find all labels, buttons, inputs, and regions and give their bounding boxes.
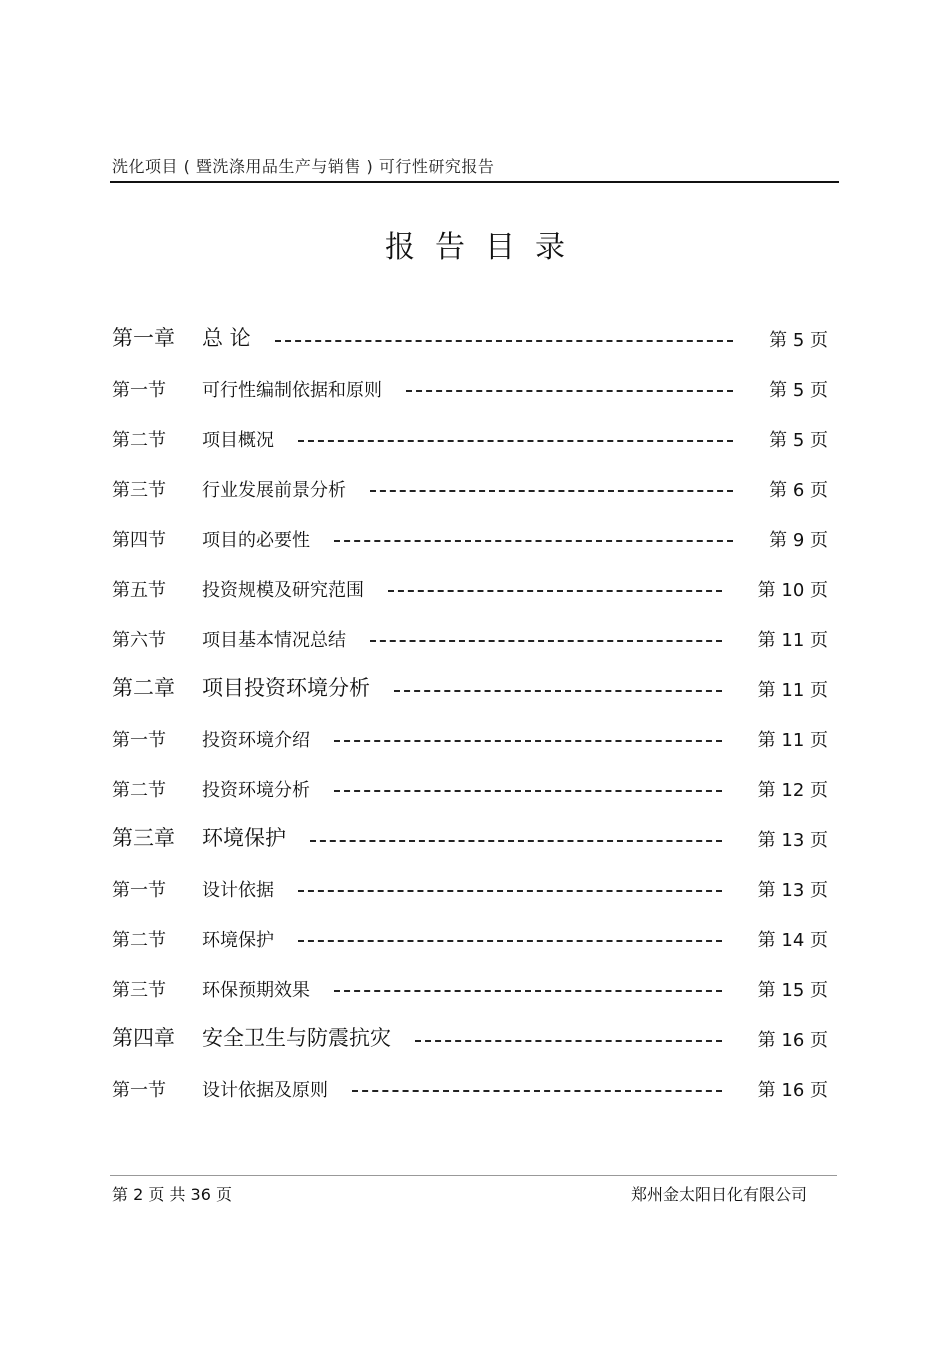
toc-section-entry[interactable] xyxy=(112,520,828,560)
toc-entry-number: 第二节 xyxy=(112,430,166,451)
toc-entry-page: 第 15 页 xyxy=(757,980,828,1001)
toc-entry-label xyxy=(112,426,274,452)
toc-entry-page: 第 6 页 xyxy=(769,480,828,501)
toc-entry-number: 第二节 xyxy=(112,930,166,951)
toc-entry-number: 第四章 xyxy=(112,1026,175,1050)
toc-dot-leader xyxy=(334,790,722,792)
toc-entry-title: 环境保护 xyxy=(202,826,286,850)
toc-dot-leader xyxy=(334,540,733,542)
toc-entry-page: 第 9 页 xyxy=(769,530,828,551)
toc-entry-number: 第一节 xyxy=(112,880,166,901)
toc-section-entry[interactable] xyxy=(112,870,828,910)
running-header: 洗化项目 ( 暨洗涤用品生产与销售 ) 可行性研究报告 xyxy=(112,157,495,176)
toc-dot-leader xyxy=(388,590,722,592)
toc-entry-page: 第 16 页 xyxy=(757,1030,828,1051)
toc-entry-title: 投资环境分析 xyxy=(202,780,310,801)
toc-dot-leader xyxy=(415,1040,722,1042)
toc-dot-leader xyxy=(352,1090,722,1092)
toc-entry-label xyxy=(112,322,251,352)
toc-entry-label xyxy=(112,976,310,1002)
toc-entry-title: 投资规模及研究范围 xyxy=(202,580,364,601)
toc-entry-page: 第 11 页 xyxy=(757,630,828,651)
toc-section-entry[interactable] xyxy=(112,620,828,660)
footer-company: 郑州金太阳日化有限公司 xyxy=(630,1185,807,1204)
toc-section-entry[interactable] xyxy=(112,370,828,410)
toc-entry-label xyxy=(112,822,286,852)
toc-section-entry[interactable] xyxy=(112,970,828,1010)
document-title: 报告目录 xyxy=(385,230,585,265)
toc-entry-number: 第一节 xyxy=(112,1080,166,1101)
toc-dot-leader xyxy=(370,490,733,492)
toc-entry-page: 第 5 页 xyxy=(769,430,828,451)
toc-section-entry[interactable] xyxy=(112,570,828,610)
toc-entry-page: 第 13 页 xyxy=(757,880,828,901)
toc-entry-label xyxy=(112,576,364,602)
toc-entry-page: 第 16 页 xyxy=(757,1080,828,1101)
toc-entry-title: 项目基本情况总结 xyxy=(202,630,346,651)
toc-entry-label xyxy=(112,726,310,752)
toc-section-entry[interactable] xyxy=(112,470,828,510)
toc-entry-label xyxy=(112,776,310,802)
toc-entry-number: 第三节 xyxy=(112,980,166,1001)
toc-chapter-entry[interactable] xyxy=(112,670,828,710)
toc-entry-page: 第 10 页 xyxy=(757,580,828,601)
toc-entry-label xyxy=(112,672,370,702)
toc-entry-title: 环保预期效果 xyxy=(202,980,310,1001)
toc-entry-label xyxy=(112,876,274,902)
toc-entry-label xyxy=(112,1076,328,1102)
toc-entry-number: 第二节 xyxy=(112,780,166,801)
toc-entry-page: 第 11 页 xyxy=(757,730,828,751)
toc-entry-page: 第 14 页 xyxy=(757,930,828,951)
toc-entry-label xyxy=(112,526,310,552)
toc-entry-label xyxy=(112,376,382,402)
toc-entry-number: 第一节 xyxy=(112,730,166,751)
toc-entry-title: 项目概况 xyxy=(202,430,274,451)
toc-entry-number: 第一章 xyxy=(112,326,175,350)
toc-dot-leader xyxy=(275,340,733,342)
toc-entry-page: 第 13 页 xyxy=(757,830,828,851)
toc-entry-page: 第 12 页 xyxy=(757,780,828,801)
toc-dot-leader xyxy=(394,690,722,692)
footer-page-info: 第 2 页 共 36 页 xyxy=(112,1185,232,1204)
toc-entry-number: 第三节 xyxy=(112,480,166,501)
toc-section-entry[interactable] xyxy=(112,1070,828,1110)
toc-entry-title: 项目投资环境分析 xyxy=(202,676,370,700)
toc-dot-leader xyxy=(298,440,733,442)
toc-entry-number: 第五节 xyxy=(112,580,166,601)
toc-section-entry[interactable] xyxy=(112,720,828,760)
toc-dot-leader xyxy=(334,740,722,742)
toc-section-entry[interactable] xyxy=(112,770,828,810)
toc-entry-title: 总 论 xyxy=(202,326,251,350)
toc-chapter-entry[interactable] xyxy=(112,320,828,360)
toc-entry-page: 第 5 页 xyxy=(769,380,828,401)
toc-entry-page: 第 5 页 xyxy=(769,330,828,351)
toc-dot-leader xyxy=(334,990,722,992)
toc-entry-number: 第三章 xyxy=(112,826,175,850)
toc-entry-title: 设计依据 xyxy=(202,880,274,901)
toc-entry-number: 第二章 xyxy=(112,676,175,700)
toc-entry-label xyxy=(112,476,346,502)
toc-section-entry[interactable] xyxy=(112,920,828,960)
toc-chapter-entry[interactable] xyxy=(112,820,828,860)
footer-rule xyxy=(110,1175,837,1176)
toc-entry-title: 行业发展前景分析 xyxy=(202,480,346,501)
toc-entry-page: 第 11 页 xyxy=(757,680,828,701)
toc-section-entry[interactable] xyxy=(112,420,828,460)
toc-entry-number: 第六节 xyxy=(112,630,166,651)
toc-dot-leader xyxy=(370,640,722,642)
toc-entry-number: 第一节 xyxy=(112,380,166,401)
toc-dot-leader xyxy=(298,890,722,892)
toc-entry-title: 环境保护 xyxy=(202,930,274,951)
toc-entry-number: 第四节 xyxy=(112,530,166,551)
header-rule xyxy=(110,181,839,183)
toc-chapter-entry[interactable] xyxy=(112,1020,828,1060)
toc-entry-title: 可行性编制依据和原则 xyxy=(202,380,382,401)
toc-entry-title: 投资环境介绍 xyxy=(202,730,310,751)
toc-entry-label xyxy=(112,1022,391,1052)
toc-entry-label xyxy=(112,926,274,952)
toc-entry-title: 项目的必要性 xyxy=(202,530,310,551)
toc-dot-leader xyxy=(310,840,722,842)
toc-dot-leader xyxy=(298,940,722,942)
toc-entry-title: 设计依据及原则 xyxy=(202,1080,328,1101)
toc-dot-leader xyxy=(406,390,733,392)
toc-entry-label xyxy=(112,626,346,652)
toc-entry-title: 安全卫生与防震抗灾 xyxy=(202,1026,391,1050)
